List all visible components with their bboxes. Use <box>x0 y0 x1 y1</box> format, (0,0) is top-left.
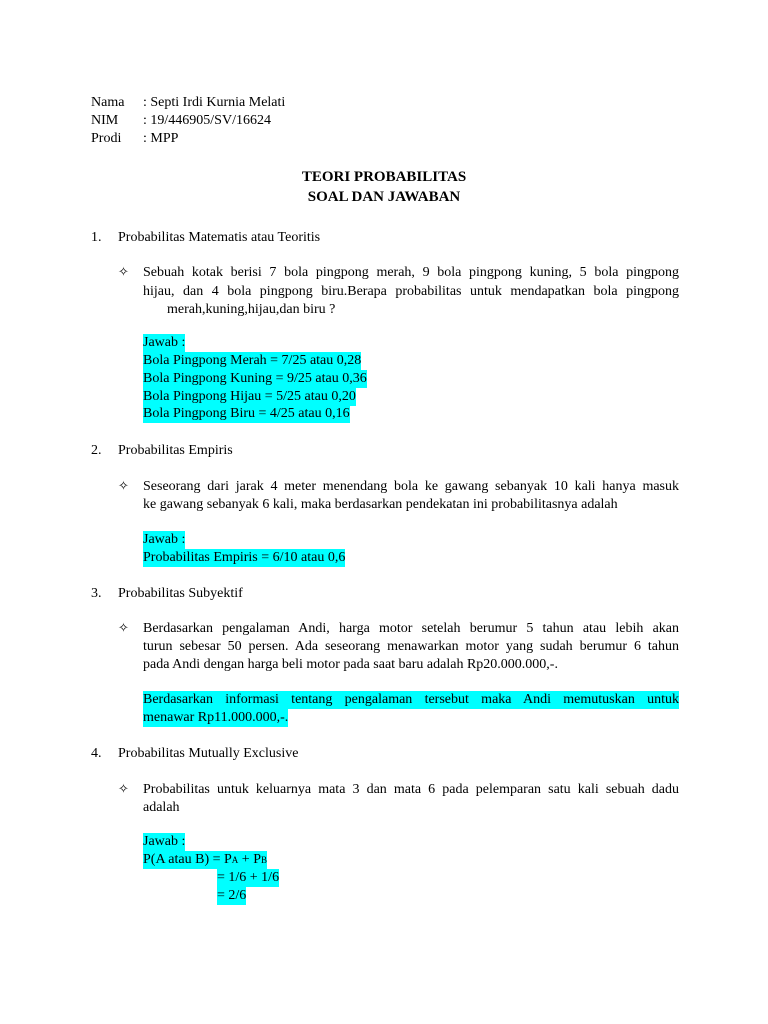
diamond-outline-icon: ✧ <box>118 621 129 636</box>
section-heading: Probabilitas Subyektif <box>118 586 243 601</box>
question-line: Seseorang dari jarak 4 meter menendang bola ke gawang sebanyak 10 kali hanya masuk <box>143 479 679 494</box>
name-value: : Septi Irdi Kurnia Melati <box>143 95 286 110</box>
formula-part: P(A atau B) = P <box>143 852 232 867</box>
formula-subscript: B <box>260 855 267 865</box>
section-heading: Probabilitas Mutually Exclusive <box>118 746 299 761</box>
diamond-outline-icon: ✧ <box>118 782 129 797</box>
answer-line: = 2/6 <box>217 888 247 903</box>
diamond-outline-icon: ✧ <box>118 265 129 280</box>
question-line: pada Andi dengan harga beli motor pada saat baru adalah Rp20.000.000,-. <box>143 657 558 672</box>
question-line: hijau, dan 4 bola pingpong biru.Berapa probabilitas untuk mendapatkan bola pingpong <box>143 284 679 299</box>
answer-line: Jawab : <box>143 834 186 849</box>
answer-line: Bola Pingpong Biru = 4/25 atau 0,16 <box>143 406 350 421</box>
section-number: 3. <box>91 586 102 601</box>
answer-formula <box>143 851 267 869</box>
document-title-line2: SOAL DAN JAWABAN <box>307 189 461 205</box>
question-line: Probabilitas untuk keluarnya mata 3 dan mata 6 pada pelemparan satu kali sebuah dadu <box>143 782 679 797</box>
question-line: Berdasarkan pengalaman Andi, harga motor setelah berumur 5 tahun atau lebih akan <box>143 621 679 636</box>
section-number: 1. <box>91 230 102 245</box>
answer-line: menawar Rp11.000.000,-. <box>143 710 289 725</box>
answer-line: Bola Pingpong Kuning = 9/25 atau 0,36 <box>143 371 367 386</box>
name-label: Nama <box>91 95 125 110</box>
document-title-line1: TEORI PROBABILITAS <box>301 169 467 185</box>
question-line: ke gawang sebanyak 6 kali, maka berdasarkan pendekatan ini probabilitasnya adalah <box>143 497 618 512</box>
answer-line: Jawab : <box>143 532 186 547</box>
question-line: turun sebesar 50 persen. Ada seseorang menawarkan motor yang sudah berumur 6 tahun <box>143 639 679 654</box>
answer-line: = 1/6 + 1/6 <box>217 870 280 885</box>
section-heading: Probabilitas Matematis atau Teoritis <box>118 230 321 245</box>
diamond-outline-icon: ✧ <box>118 479 129 494</box>
answer-line: Bola Pingpong Hijau = 5/25 atau 0,20 <box>143 389 356 404</box>
section-heading: Probabilitas Empiris <box>118 443 233 458</box>
section-number: 4. <box>91 746 102 761</box>
question-line: Sebuah kotak berisi 7 bola pingpong merah, 9 bola pingpong kuning, 5 bola pingpong <box>143 265 679 280</box>
formula-subscript: A <box>231 855 239 865</box>
section-number: 2. <box>91 443 102 458</box>
answer-line: Jawab : <box>143 335 186 350</box>
formula-part: + P <box>238 852 261 867</box>
answer-line: Probabilitas Empiris = 6/10 atau 0,6 <box>143 550 346 565</box>
nim-value: : 19/446905/SV/16624 <box>143 113 271 128</box>
answer-line: Berdasarkan informasi tentang pengalaman tersebut maka Andi memutuskan untuk <box>143 692 679 707</box>
answer-line: Bola Pingpong Merah = 7/25 atau 0,28 <box>143 353 362 368</box>
nim-label: NIM <box>91 113 119 128</box>
prodi-value: : MPP <box>143 131 179 146</box>
question-line: adalah <box>143 800 180 815</box>
question-line: merah,kuning,hijau,dan biru ? <box>167 302 336 317</box>
prodi-label: Prodi <box>91 131 122 146</box>
